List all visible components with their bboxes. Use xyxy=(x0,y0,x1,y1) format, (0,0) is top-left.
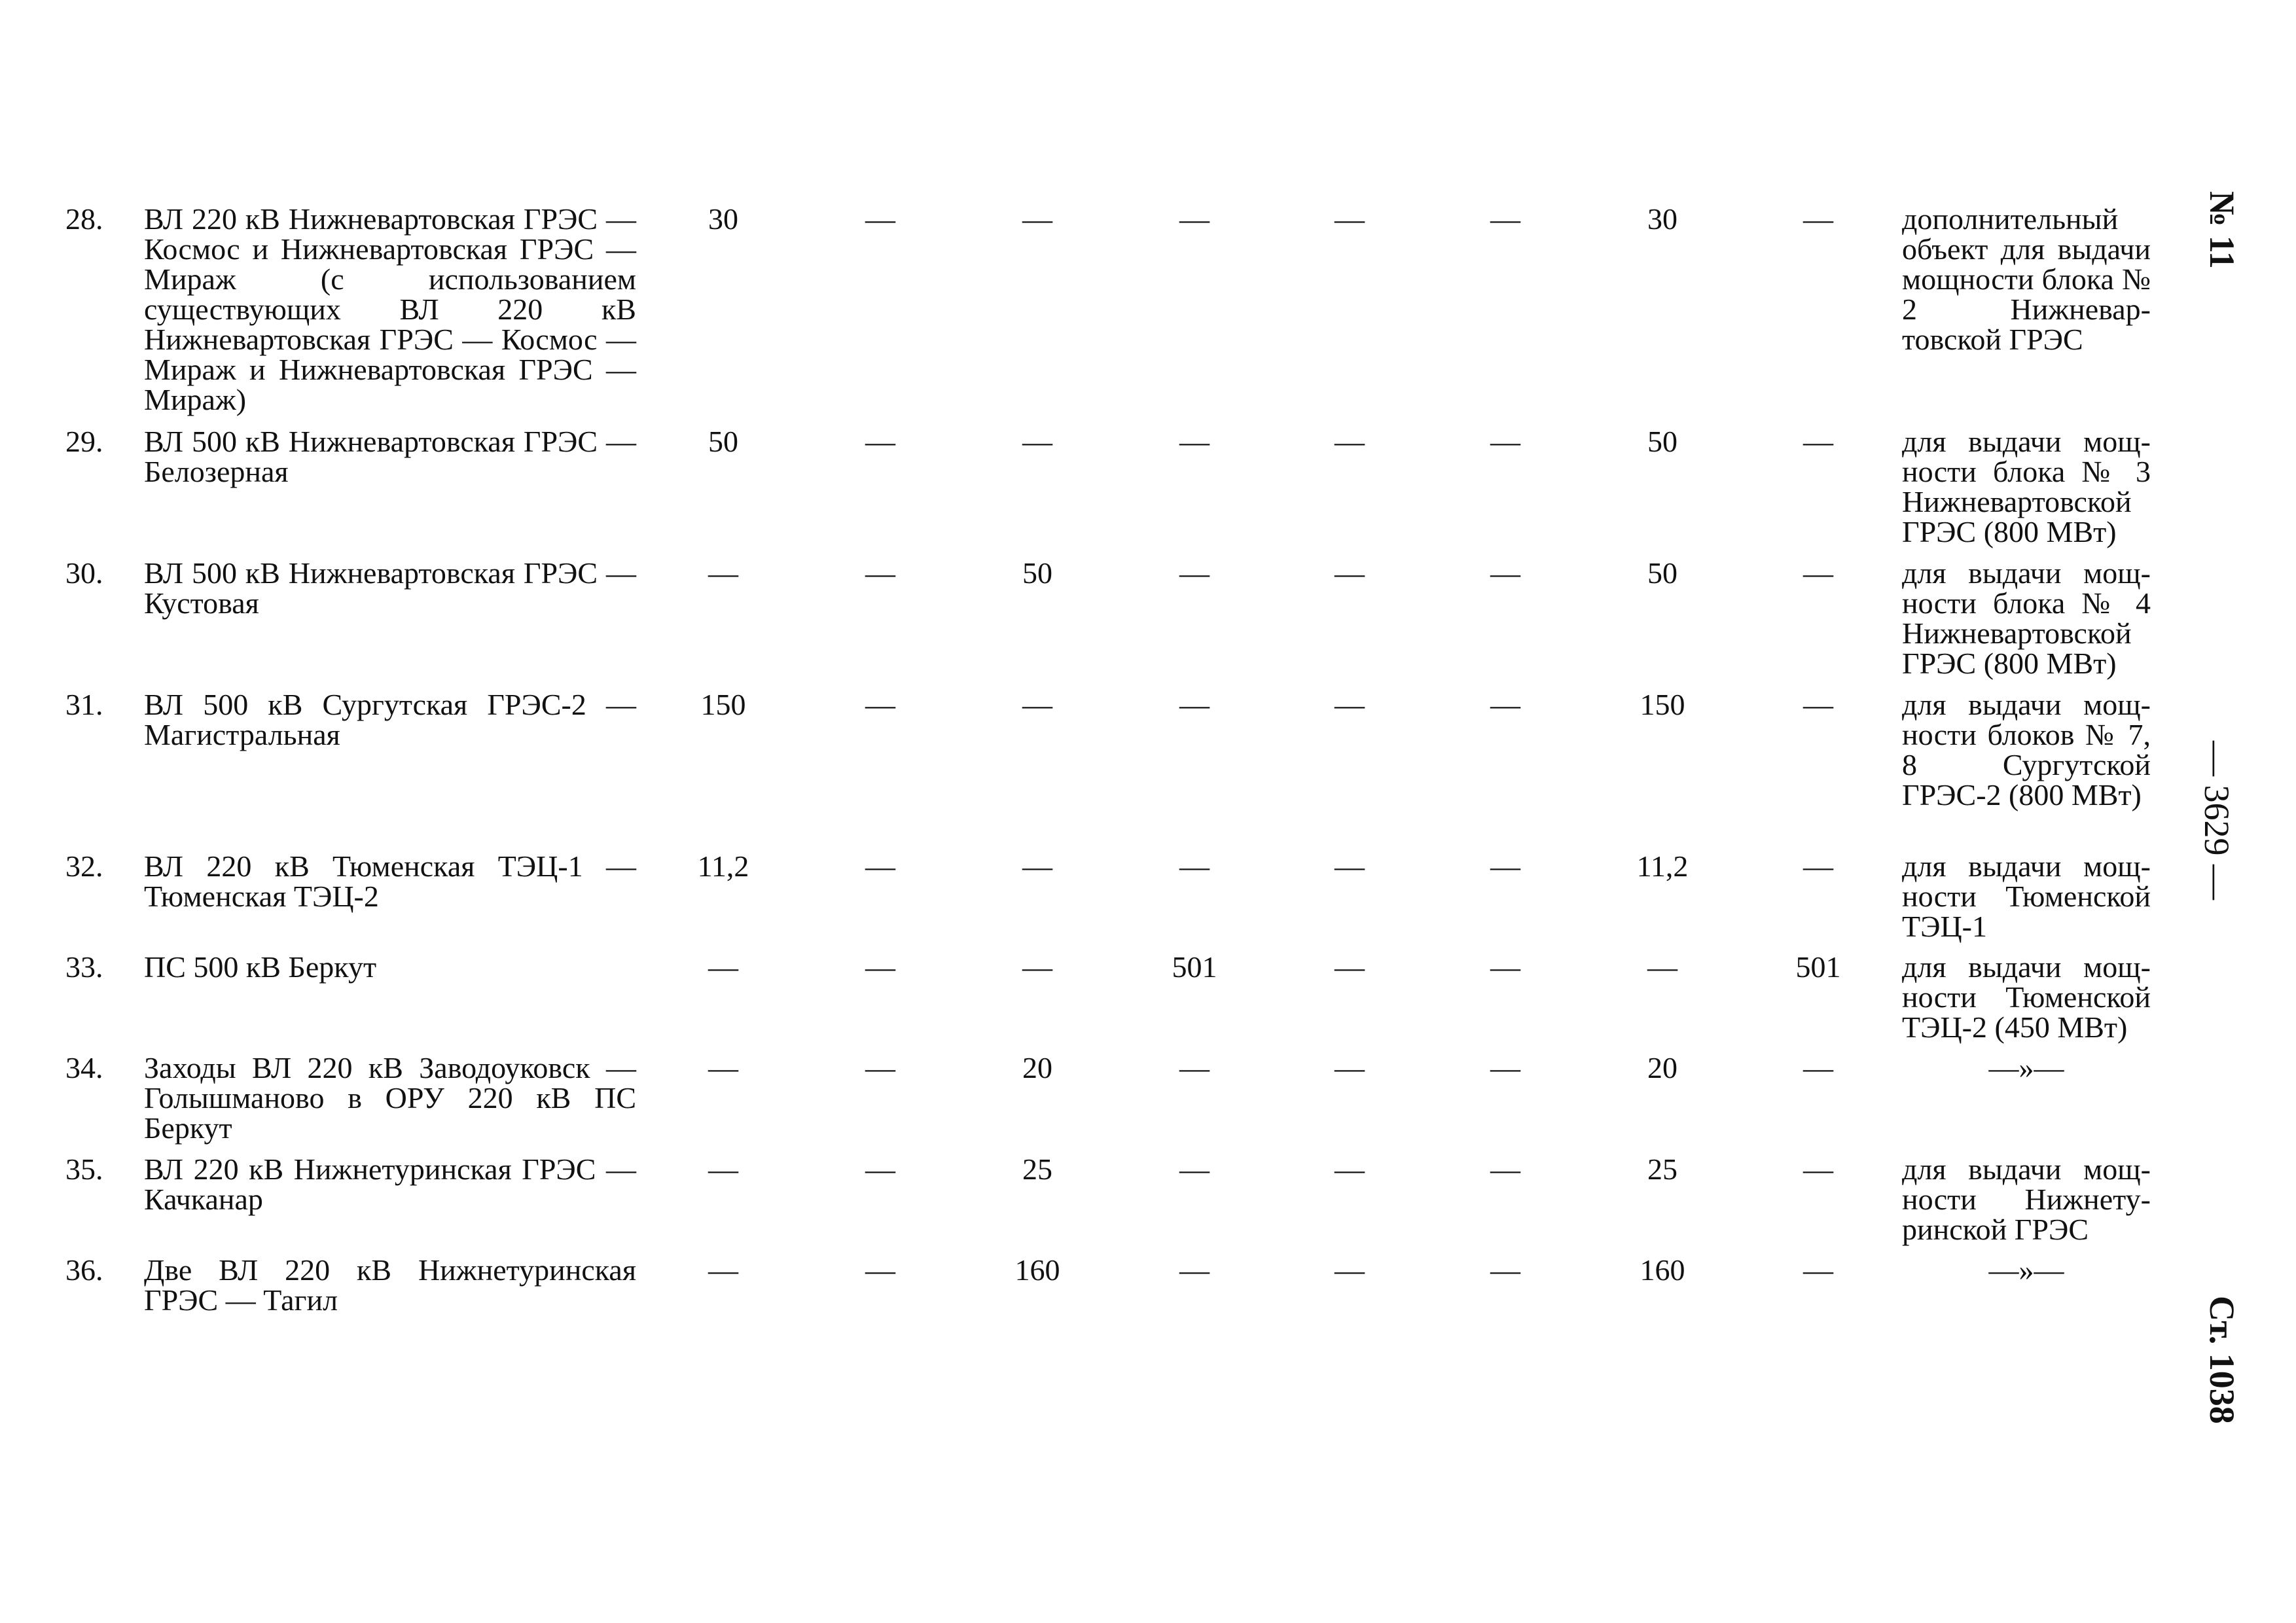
value-cell: 160 xyxy=(1640,1253,1685,1287)
value-cell: — xyxy=(1803,425,1833,458)
note-cell: —»— xyxy=(1988,1253,2064,1287)
value-cell: — xyxy=(1179,425,1210,458)
row-number: 36. xyxy=(65,1253,103,1287)
value-cell: — xyxy=(708,1051,738,1084)
value-cell: — xyxy=(708,556,738,590)
value-cell: — xyxy=(1022,425,1052,458)
value-cell: 50 xyxy=(1647,556,1677,590)
value-cell: 501 xyxy=(1172,950,1217,984)
value-cell: — xyxy=(1803,1152,1833,1186)
value-cell: — xyxy=(1490,425,1520,458)
issue-number: № 11 xyxy=(2202,191,2242,269)
value-cell: — xyxy=(1179,1051,1210,1084)
value-cell: — xyxy=(865,1051,895,1084)
value-cell: — xyxy=(1022,950,1052,984)
object-name: ВЛ 500 кВ Нижневартовская ГРЭС — Кустовая xyxy=(144,556,636,620)
object-name: ВЛ 500 кВ Сургутская ГРЭС-2 — Магистральная xyxy=(144,688,636,751)
value-cell: — xyxy=(1335,202,1365,236)
value-cell: — xyxy=(1022,202,1052,236)
note-cell: для выдачи мощности блоков № 7, 8 Сургутской ГРЭС-2 (800 МВт) xyxy=(1902,688,2151,812)
value-cell: — xyxy=(1490,1051,1520,1084)
article-number: Ст. 1038 xyxy=(2202,1296,2242,1424)
note-cell: для выдачи мощности Нижнетуринской ГРЭС xyxy=(1902,1152,2151,1246)
value-cell: — xyxy=(1803,1051,1833,1084)
value-cell: — xyxy=(865,425,895,458)
value-cell: — xyxy=(1335,1051,1365,1084)
value-cell: — xyxy=(1647,950,1677,984)
value-cell: — xyxy=(865,950,895,984)
object-name: ПС 500 кВ Беркут xyxy=(144,950,377,984)
value-cell: — xyxy=(1490,1152,1520,1186)
value-cell: — xyxy=(708,1152,738,1186)
page-number: — 3629 — xyxy=(2197,741,2236,900)
value-cell: — xyxy=(708,1253,738,1287)
value-cell: — xyxy=(1022,849,1052,883)
value-cell: — xyxy=(865,688,895,721)
note-cell: дополнительный объект для выдачи мощности блока № 2 Нижневартовской ГРЭС xyxy=(1902,202,2151,356)
value-cell: — xyxy=(865,849,895,883)
value-cell: 11,2 xyxy=(697,849,749,883)
value-cell: — xyxy=(865,1253,895,1287)
value-cell: 150 xyxy=(700,688,746,721)
value-cell: — xyxy=(1803,688,1833,721)
value-cell: — xyxy=(1490,950,1520,984)
value-cell: 50 xyxy=(1647,425,1677,458)
value-cell: — xyxy=(1490,849,1520,883)
row-number: 33. xyxy=(65,950,103,984)
value-cell: — xyxy=(1803,202,1833,236)
object-name: ВЛ 220 кВ Тюменская ТЭЦ-1 — Тюменская ТЭЦ-2 xyxy=(144,849,636,913)
value-cell: — xyxy=(1179,688,1210,721)
row-number: 30. xyxy=(65,556,103,590)
value-cell: 160 xyxy=(1014,1253,1060,1287)
value-cell: — xyxy=(1335,849,1365,883)
row-number: 35. xyxy=(65,1152,103,1186)
value-cell: — xyxy=(1803,556,1833,590)
value-cell: — xyxy=(865,202,895,236)
value-cell: 25 xyxy=(1022,1152,1052,1186)
row-number: 29. xyxy=(65,425,103,458)
value-cell: — xyxy=(708,950,738,984)
value-cell: 30 xyxy=(708,202,738,236)
value-cell: — xyxy=(1179,202,1210,236)
note-cell: —»— xyxy=(1988,1051,2064,1084)
value-cell: — xyxy=(865,556,895,590)
value-cell: — xyxy=(1179,1152,1210,1186)
value-cell: — xyxy=(1335,688,1365,721)
value-cell: — xyxy=(1335,556,1365,590)
value-cell: 25 xyxy=(1647,1152,1677,1186)
value-cell: — xyxy=(1179,849,1210,883)
value-cell: — xyxy=(1490,688,1520,721)
value-cell: 20 xyxy=(1022,1051,1052,1084)
value-cell: 11,2 xyxy=(1636,849,1689,883)
value-cell: 150 xyxy=(1640,688,1685,721)
value-cell: — xyxy=(1179,1253,1210,1287)
value-cell: — xyxy=(1490,556,1520,590)
value-cell: — xyxy=(1179,556,1210,590)
object-name: Заходы ВЛ 220 кВ Заводоуковск — Голышманово в ОРУ 220 кВ ПС Беркут xyxy=(144,1051,636,1145)
value-cell: 50 xyxy=(1022,556,1052,590)
note-cell: для выдачи мощности Тюменской ТЭЦ-1 xyxy=(1902,849,2151,943)
object-name: ВЛ 220 кВ Нижневартовская ГРЭС — Космос и Нижневартовская ГРЭС — Мираж (с использованием существующих ВЛ 220 кВ Нижневартовская ГРЭС — Космос — Мираж и Нижневартовская ГРЭС — Мираж) xyxy=(144,202,636,416)
note-cell: для выдачи мощности Тюменской ТЭЦ-2 (450 МВт) xyxy=(1902,950,2151,1044)
row-number: 31. xyxy=(65,688,103,721)
value-cell: — xyxy=(1803,1253,1833,1287)
value-cell: 20 xyxy=(1647,1051,1677,1084)
value-cell: — xyxy=(1490,1253,1520,1287)
value-cell: — xyxy=(1335,1152,1365,1186)
value-cell: — xyxy=(1335,1253,1365,1287)
note-cell: для выдачи мощности блока № 3 Нижневартовской ГРЭС (800 МВт) xyxy=(1902,425,2151,548)
object-name: Две ВЛ 220 кВ Нижнетуринская ГРЭС — Тагил xyxy=(144,1253,636,1317)
row-number: 28. xyxy=(65,202,103,236)
value-cell: 30 xyxy=(1647,202,1677,236)
value-cell: — xyxy=(865,1152,895,1186)
value-cell: 50 xyxy=(708,425,738,458)
value-cell: — xyxy=(1490,202,1520,236)
value-cell: — xyxy=(1335,425,1365,458)
value-cell: 501 xyxy=(1795,950,1841,984)
row-number: 32. xyxy=(65,849,103,883)
value-cell: — xyxy=(1803,849,1833,883)
object-name: ВЛ 220 кВ Нижнетуринская ГРЭС — Качканар xyxy=(144,1152,636,1216)
row-number: 34. xyxy=(65,1051,103,1084)
note-cell: для выдачи мощности блока № 4 Нижневартовской ГРЭС (800 МВт) xyxy=(1902,556,2151,680)
value-cell: — xyxy=(1335,950,1365,984)
object-name: ВЛ 500 кВ Нижневартовская ГРЭС — Белозерная xyxy=(144,425,636,488)
value-cell: — xyxy=(1022,688,1052,721)
